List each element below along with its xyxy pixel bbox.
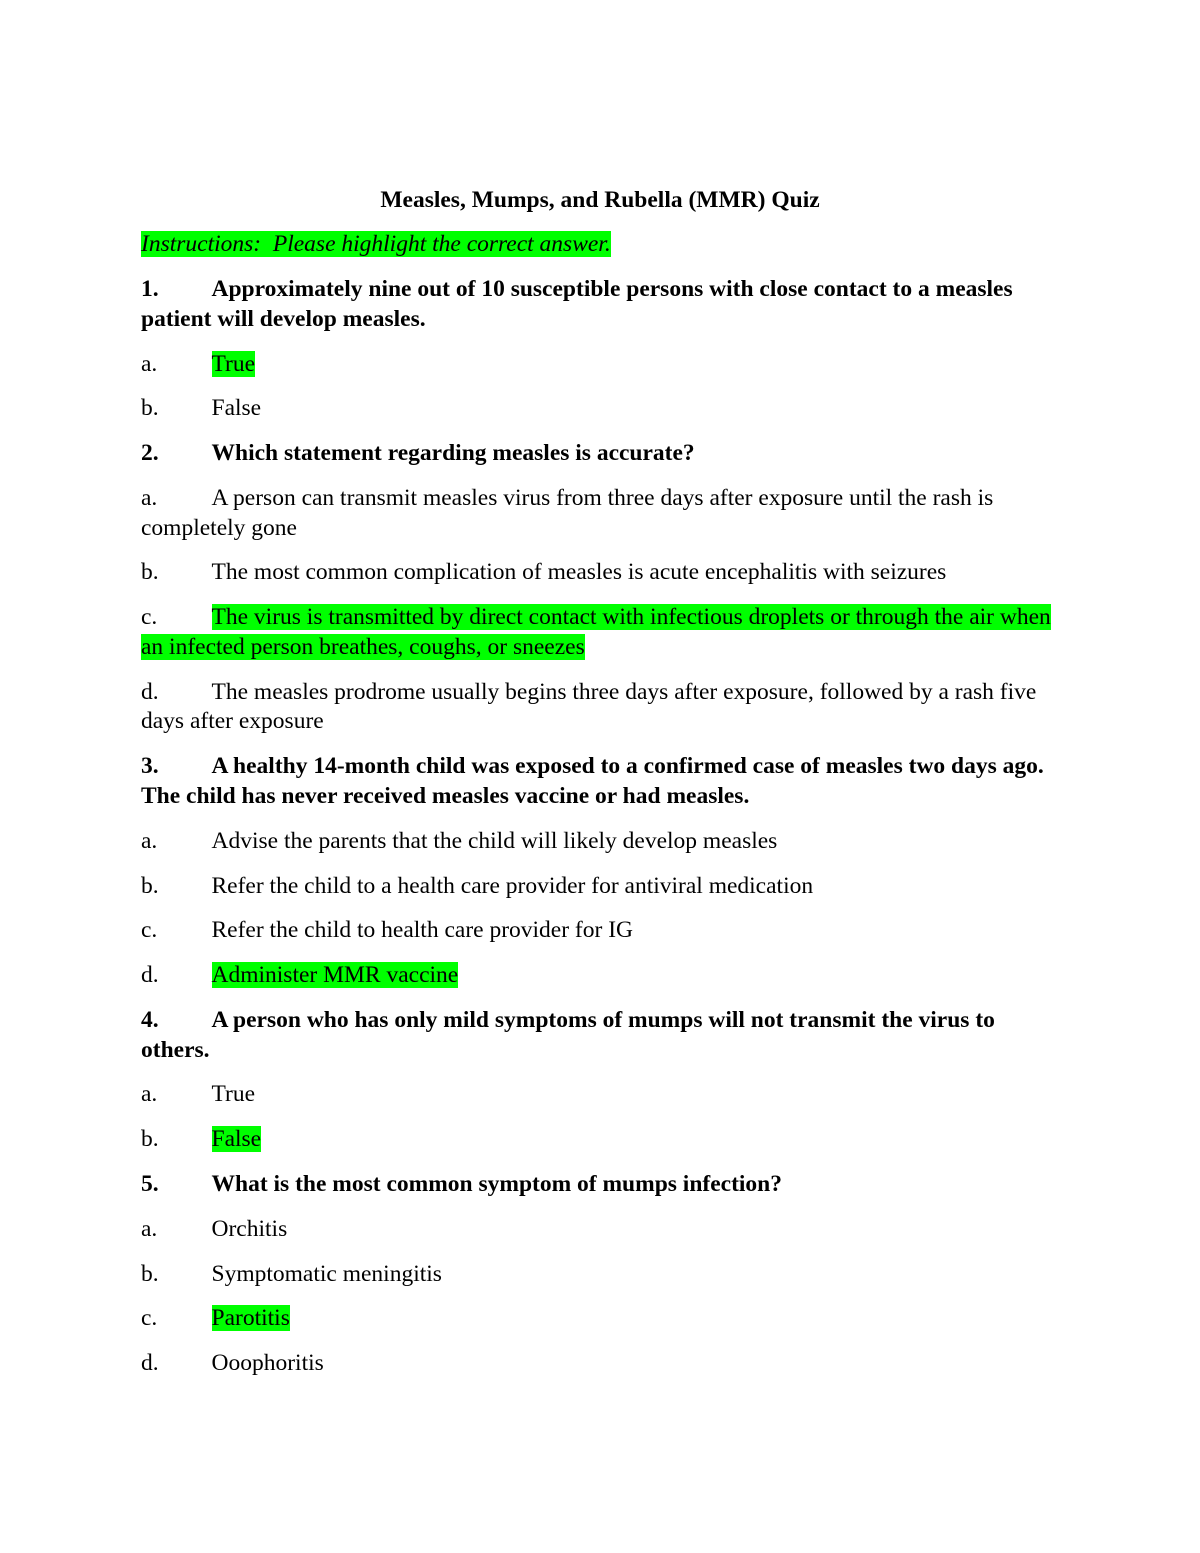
instructions-text: Instructions: Please highlight the correct answer. bbox=[141, 231, 611, 258]
option-text: The most common complication of measles is acute encephalitis with seizures bbox=[211, 559, 947, 586]
question-2-option-b bbox=[141, 558, 1059, 588]
question-3-option-a bbox=[141, 827, 1059, 857]
question-1-option-b bbox=[141, 394, 1059, 424]
option-text: The measles prodrome usually begins three days after exposure, followed by a rash five days after exposure bbox=[141, 678, 1037, 735]
question-4-option-b bbox=[141, 1125, 1059, 1155]
option-letter: d. bbox=[141, 962, 159, 989]
option-letter: b. bbox=[141, 872, 159, 899]
question-text: A healthy 14-month child was exposed to a confirmed case of measles two days ago. The child has never received measles vaccine or had measles. bbox=[141, 753, 1044, 809]
question-2-option-c bbox=[141, 603, 1059, 662]
option-text: The virus is transmitted by direct contact with infectious droplets or through the air when an infected person breathes, coughs, or sneezes bbox=[141, 604, 1051, 660]
question-3-option-b bbox=[141, 872, 1059, 902]
option-text: Orchitis bbox=[211, 1215, 288, 1242]
option-text: False bbox=[211, 395, 262, 422]
option-letter: b. bbox=[141, 559, 159, 586]
option-text: Advise the parents that the child will likely develop measles bbox=[211, 827, 778, 854]
instructions bbox=[141, 230, 1059, 260]
option-text: Parotitis bbox=[211, 1305, 290, 1332]
option-letter: c. bbox=[141, 917, 158, 944]
question-3-option-d bbox=[141, 961, 1059, 991]
question-2-option-a bbox=[141, 484, 1059, 543]
option-text: A person can transmit measles virus from three days after exposure until the rash is completely gone bbox=[141, 484, 994, 541]
question-3-option-c bbox=[141, 916, 1059, 946]
question-text: A person who has only mild symptoms of mumps will not transmit the virus to others. bbox=[141, 1006, 995, 1063]
question-2-option-d bbox=[141, 678, 1059, 737]
option-text: Refer the child to health care provider for IG bbox=[211, 917, 634, 944]
quiz-title: Measles, Mumps, and Rubella (MMR) Quiz bbox=[380, 186, 820, 213]
option-letter: b. bbox=[141, 1126, 159, 1153]
question-number: 4. bbox=[141, 1006, 159, 1033]
option-letter: a. bbox=[141, 827, 158, 854]
option-letter: a. bbox=[141, 484, 158, 511]
question-number: 5. bbox=[141, 1171, 159, 1198]
option-text: True bbox=[211, 350, 256, 377]
question-text: What is the most common symptom of mumps infection? bbox=[211, 1171, 783, 1198]
question-number: 1. bbox=[141, 276, 159, 303]
question-5-option-c bbox=[141, 1304, 1059, 1334]
option-letter: d. bbox=[141, 1350, 159, 1377]
question-5-option-a bbox=[141, 1215, 1059, 1245]
option-letter: b. bbox=[141, 395, 159, 422]
question-text: Which statement regarding measles is accurate? bbox=[211, 440, 695, 467]
question-5-option-b bbox=[141, 1260, 1059, 1290]
question-4-option-a bbox=[141, 1080, 1059, 1110]
question-3 bbox=[141, 752, 1059, 811]
question-5-option-d bbox=[141, 1349, 1059, 1379]
option-letter: c. bbox=[141, 1305, 158, 1332]
option-text: True bbox=[211, 1081, 256, 1108]
question-text: Approximately nine out of 10 susceptible persons with close contact to a measles patient will develop measles. bbox=[141, 276, 1013, 332]
option-letter: a. bbox=[141, 1081, 158, 1108]
option-letter: a. bbox=[141, 1215, 158, 1242]
option-letter: d. bbox=[141, 678, 159, 705]
option-text: False bbox=[211, 1126, 262, 1153]
option-text: Administer MMR vaccine bbox=[211, 962, 459, 989]
question-number: 3. bbox=[141, 753, 159, 780]
quiz-body bbox=[141, 186, 1059, 1395]
question-2 bbox=[141, 439, 1059, 469]
question-1 bbox=[141, 275, 1059, 334]
question-1-option-a bbox=[141, 350, 1059, 380]
question-5 bbox=[141, 1170, 1059, 1200]
option-text: Ooophoritis bbox=[211, 1350, 324, 1377]
option-text: Refer the child to a health care provider for antiviral medication bbox=[211, 872, 814, 899]
question-number: 2. bbox=[141, 440, 159, 467]
option-letter: b. bbox=[141, 1260, 159, 1287]
option-text: Symptomatic meningitis bbox=[211, 1260, 442, 1287]
option-letter: a. bbox=[141, 350, 158, 377]
option-letter: c. bbox=[141, 604, 158, 631]
question-4 bbox=[141, 1006, 1059, 1065]
